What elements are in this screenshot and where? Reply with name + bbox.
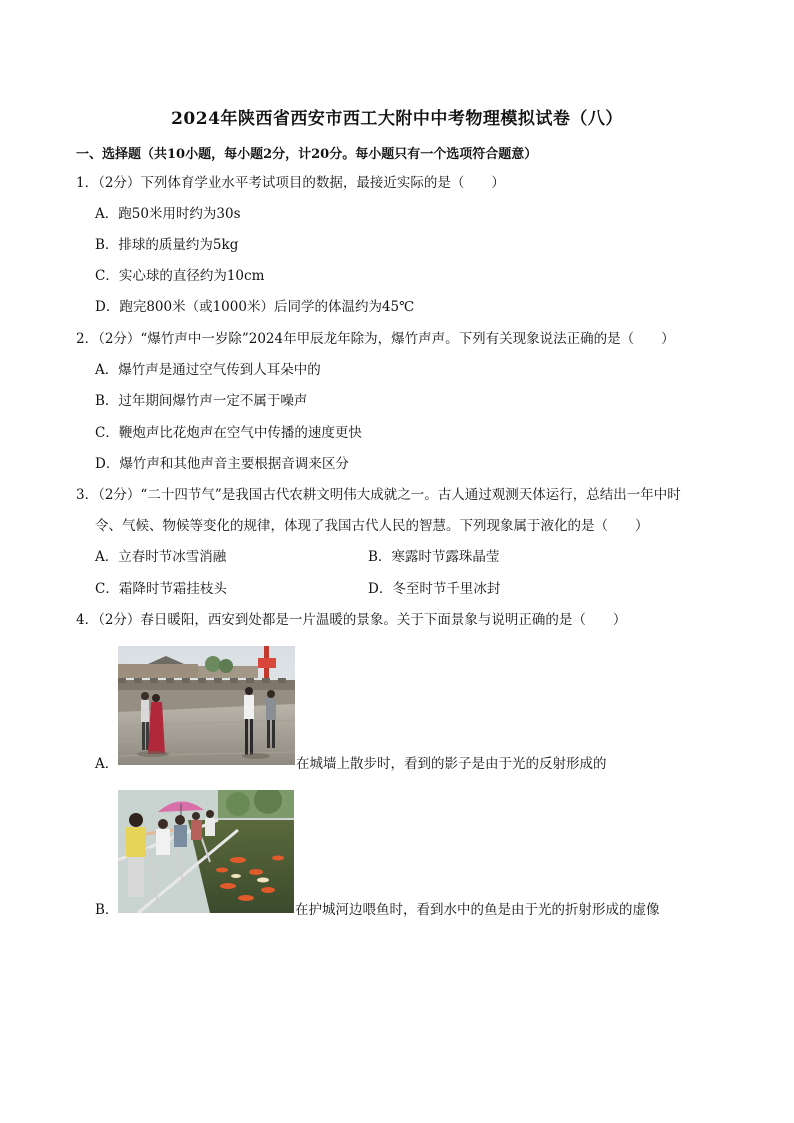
question-2-stem: 2．（2分）“爆竹声中一岁除”2024年甲辰龙年除为，爆竹声声。下列有关现象说法正确的是（ ） — [76, 331, 675, 347]
fish-feeding-photo — [118, 790, 294, 913]
question-2-option-c[interactable]: C．鞭炮声比花炮声在空气中传播的速度更快 — [95, 425, 362, 441]
question-1-option-a[interactable]: A．跑50米用时约为30s — [95, 206, 241, 222]
question-1-option-b[interactable]: B．排球的质量约为5kg — [95, 237, 239, 253]
question-2-option-d[interactable]: D．爆竹声和其他声音主要根据音调来区分 — [95, 456, 349, 472]
question-3-option-b[interactable]: B．寒露时节露珠晶莹 — [368, 549, 500, 565]
question-4-option-b-label[interactable]: B． — [95, 902, 119, 918]
question-2-option-a[interactable]: A．爆竹声是通过空气传到人耳朵中的 — [95, 362, 321, 378]
question-3-option-a[interactable]: A．立春时节冰雪消融 — [95, 549, 227, 565]
question-4-option-a-label[interactable]: A． — [95, 756, 119, 772]
question-1-stem: 1．（2分）下列体育学业水平考试项目的数据，最接近实际的是（ ） — [76, 175, 505, 191]
question-2-option-b[interactable]: B．过年期间爆竹声一定不属于噪声 — [95, 393, 308, 409]
page-title: 2024年陕西省西安市西工大附中中考物理模拟试卷（八） — [171, 109, 623, 129]
question-4-option-b-text[interactable]: 在护城河边喂鱼时，看到水中的鱼是由于光的折射形成的虚像 — [295, 902, 660, 918]
question-1-option-c[interactable]: C．实心球的直径约为10cm — [95, 268, 265, 284]
question-4-option-a-text[interactable]: 在城墙上散步时，看到的影子是由于光的反射形成的 — [296, 756, 607, 772]
question-3-stem-continued: 令、气候、物候等变化的规律，体现了我国古代人民的智慧。下列现象属于液化的是（ ） — [95, 518, 649, 534]
question-4-stem: 4．（2分）春日暖阳，西安到处都是一片温暖的景象。关于下面景象与说明正确的是（ ） — [76, 612, 627, 628]
question-1-option-d[interactable]: D．跑完800米（或1000米）后同学的体温约为45℃ — [95, 299, 415, 315]
section-header: 一、选择题（共10小题，每小题2分，计20分。每小题只有一个选项符合题意） — [76, 147, 538, 162]
city-wall-photo — [118, 646, 295, 765]
question-3-stem: 3．（2分）“二十四节气”是我国古代农耕文明伟大成就之一。古人通过观测天体运行，总结出一年中时 — [76, 487, 681, 503]
question-3-option-d[interactable]: D．冬至时节千里冰封 — [368, 581, 501, 597]
question-3-option-c[interactable]: C．霜降时节霜挂枝头 — [95, 581, 227, 597]
